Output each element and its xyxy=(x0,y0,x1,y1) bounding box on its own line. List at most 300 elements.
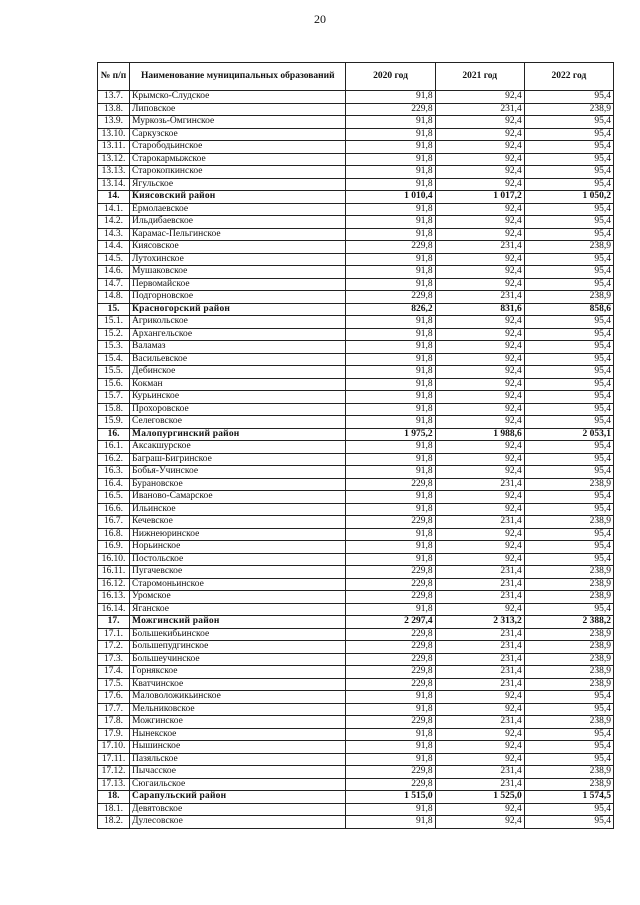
row-2021-cell: 92,4 xyxy=(435,166,524,179)
row-number-cell: 16.14. xyxy=(98,603,130,616)
row-2022-cell: 95,4 xyxy=(524,691,613,704)
row-2020-cell: 91,8 xyxy=(346,153,435,166)
table-row xyxy=(98,491,614,504)
row-number-cell: 15.9. xyxy=(98,416,130,429)
row-2021-cell: 92,4 xyxy=(435,541,524,554)
row-number-cell: 14.5. xyxy=(98,253,130,266)
row-name-cell: Можгинское xyxy=(130,716,346,729)
row-2020-cell: 91,8 xyxy=(346,803,435,816)
row-number-cell: 14.2. xyxy=(98,216,130,229)
row-name-cell: Архангельское xyxy=(130,328,346,341)
row-2020-cell: 91,8 xyxy=(346,741,435,754)
table-row xyxy=(98,441,614,454)
row-number-cell: 14.3. xyxy=(98,228,130,241)
table-row xyxy=(98,328,614,341)
row-2022-cell: 95,4 xyxy=(524,816,613,829)
row-number-cell: 17.1. xyxy=(98,628,130,641)
row-2021-cell: 831,6 xyxy=(435,303,524,316)
table-row xyxy=(98,641,614,654)
table-header-row xyxy=(98,63,614,91)
row-name-cell: Большеучинское xyxy=(130,653,346,666)
row-2021-cell: 2 313,2 xyxy=(435,616,524,629)
row-2022-cell: 858,6 xyxy=(524,303,613,316)
row-2021-cell: 231,4 xyxy=(435,628,524,641)
row-2021-cell: 92,4 xyxy=(435,91,524,104)
district-row xyxy=(98,791,614,804)
row-2022-cell: 95,4 xyxy=(524,503,613,516)
table-row xyxy=(98,603,614,616)
row-2022-cell: 95,4 xyxy=(524,703,613,716)
row-2022-cell: 95,4 xyxy=(524,228,613,241)
row-2021-cell: 92,4 xyxy=(435,203,524,216)
table-row xyxy=(98,478,614,491)
table-row xyxy=(98,653,614,666)
header-num: № п/п xyxy=(98,63,130,91)
row-2022-cell: 95,4 xyxy=(524,341,613,354)
row-2020-cell: 91,8 xyxy=(346,328,435,341)
row-name-cell: Муркозь-Омгинское xyxy=(130,116,346,129)
row-2020-cell: 91,8 xyxy=(346,391,435,404)
row-2020-cell: 91,8 xyxy=(346,453,435,466)
row-name-cell: Ермолаевское xyxy=(130,203,346,216)
table-row xyxy=(98,391,614,404)
row-2020-cell: 91,8 xyxy=(346,266,435,279)
row-name-cell: Большепудгинское xyxy=(130,641,346,654)
row-2022-cell: 95,4 xyxy=(524,91,613,104)
row-number-cell: 17.12. xyxy=(98,766,130,779)
row-number-cell: 15. xyxy=(98,303,130,316)
row-name-cell: Ильинское xyxy=(130,503,346,516)
row-2020-cell: 91,8 xyxy=(346,253,435,266)
row-2021-cell: 92,4 xyxy=(435,466,524,479)
row-2020-cell: 91,8 xyxy=(346,441,435,454)
row-2020-cell: 91,8 xyxy=(346,216,435,229)
row-2021-cell: 231,4 xyxy=(435,103,524,116)
row-name-cell: Мельниковское xyxy=(130,703,346,716)
row-number-cell: 17.5. xyxy=(98,678,130,691)
row-2020-cell: 91,8 xyxy=(346,278,435,291)
table-row xyxy=(98,128,614,141)
row-name-cell: Большекибьинское xyxy=(130,628,346,641)
row-number-cell: 16.8. xyxy=(98,528,130,541)
district-row xyxy=(98,191,614,204)
row-2022-cell: 95,4 xyxy=(524,441,613,454)
row-2020-cell: 1 975,2 xyxy=(346,428,435,441)
row-name-cell: Кечевское xyxy=(130,516,346,529)
row-name-cell: Лутохинское xyxy=(130,253,346,266)
row-number-cell: 17.11. xyxy=(98,753,130,766)
row-number-cell: 16.1. xyxy=(98,441,130,454)
row-name-cell: Сюгаильское xyxy=(130,778,346,791)
row-name-cell: Селеговское xyxy=(130,416,346,429)
header-2021: 2021 год xyxy=(435,63,524,91)
table-row xyxy=(98,716,614,729)
row-2021-cell: 231,4 xyxy=(435,591,524,604)
row-name-cell: Липовское xyxy=(130,103,346,116)
row-2022-cell: 1 050,2 xyxy=(524,191,613,204)
row-name-cell: Можгинский район xyxy=(130,616,346,629)
row-2021-cell: 231,4 xyxy=(435,641,524,654)
row-name-cell: Кокман xyxy=(130,378,346,391)
row-name-cell: Ягульское xyxy=(130,178,346,191)
row-2021-cell: 92,4 xyxy=(435,728,524,741)
row-number-cell: 16.10. xyxy=(98,553,130,566)
district-row xyxy=(98,616,614,629)
table-row xyxy=(98,741,614,754)
table-row xyxy=(98,91,614,104)
row-2021-cell: 231,4 xyxy=(435,666,524,679)
table-body xyxy=(98,91,614,829)
table-row xyxy=(98,278,614,291)
row-number-cell: 18. xyxy=(98,791,130,804)
row-number-cell: 14.4. xyxy=(98,241,130,254)
row-2022-cell: 95,4 xyxy=(524,416,613,429)
table-row xyxy=(98,203,614,216)
row-2022-cell: 95,4 xyxy=(524,328,613,341)
row-name-cell: Первомайское xyxy=(130,278,346,291)
row-number-cell: 17.10. xyxy=(98,741,130,754)
row-2020-cell: 1 515,0 xyxy=(346,791,435,804)
row-2022-cell: 238,9 xyxy=(524,103,613,116)
row-number-cell: 16.6. xyxy=(98,503,130,516)
row-name-cell: Пычасское xyxy=(130,766,346,779)
row-name-cell: Баграш-Бигринское xyxy=(130,453,346,466)
row-2022-cell: 95,4 xyxy=(524,203,613,216)
row-2020-cell: 91,8 xyxy=(346,353,435,366)
row-name-cell: Нышинское xyxy=(130,741,346,754)
row-2022-cell: 95,4 xyxy=(524,153,613,166)
table-row xyxy=(98,503,614,516)
row-2020-cell: 229,8 xyxy=(346,478,435,491)
row-name-cell: Аксакшурское xyxy=(130,441,346,454)
row-2021-cell: 92,4 xyxy=(435,753,524,766)
row-name-cell: Пазяльское xyxy=(130,753,346,766)
row-2021-cell: 92,4 xyxy=(435,316,524,329)
row-2021-cell: 92,4 xyxy=(435,391,524,404)
row-name-cell: Девятовское xyxy=(130,803,346,816)
header-name: Наименование муниципальных образований xyxy=(130,63,346,91)
row-2021-cell: 92,4 xyxy=(435,128,524,141)
row-2020-cell: 229,8 xyxy=(346,766,435,779)
row-2020-cell: 229,8 xyxy=(346,103,435,116)
table-row xyxy=(98,291,614,304)
row-name-cell: Дебинское xyxy=(130,366,346,379)
row-name-cell: Малопургинский район xyxy=(130,428,346,441)
row-2020-cell: 91,8 xyxy=(346,691,435,704)
row-2020-cell: 91,8 xyxy=(346,203,435,216)
row-2022-cell: 95,4 xyxy=(524,453,613,466)
district-row xyxy=(98,428,614,441)
row-number-cell: 16. xyxy=(98,428,130,441)
row-name-cell: Крымско-Слудское xyxy=(130,91,346,104)
budget-table xyxy=(97,62,614,829)
row-number-cell: 16.9. xyxy=(98,541,130,554)
row-2021-cell: 1 017,2 xyxy=(435,191,524,204)
row-2020-cell: 91,8 xyxy=(346,603,435,616)
row-2020-cell: 91,8 xyxy=(346,416,435,429)
row-number-cell: 13.8. xyxy=(98,103,130,116)
row-number-cell: 15.1. xyxy=(98,316,130,329)
row-2021-cell: 1 525,0 xyxy=(435,791,524,804)
row-2022-cell: 238,9 xyxy=(524,666,613,679)
row-number-cell: 16.3. xyxy=(98,466,130,479)
table-row xyxy=(98,416,614,429)
row-2022-cell: 95,4 xyxy=(524,403,613,416)
row-2020-cell: 229,8 xyxy=(346,716,435,729)
row-2020-cell: 91,8 xyxy=(346,91,435,104)
row-name-cell: Мушаковское xyxy=(130,266,346,279)
table-row xyxy=(98,141,614,154)
row-2020-cell: 91,8 xyxy=(346,553,435,566)
table-row xyxy=(98,591,614,604)
row-name-cell: Кватчинское xyxy=(130,678,346,691)
table-row xyxy=(98,703,614,716)
table-row xyxy=(98,266,614,279)
row-2021-cell: 92,4 xyxy=(435,416,524,429)
row-2021-cell: 92,4 xyxy=(435,353,524,366)
table-row xyxy=(98,728,614,741)
table-row xyxy=(98,353,614,366)
row-number-cell: 14.8. xyxy=(98,291,130,304)
row-2020-cell: 91,8 xyxy=(346,341,435,354)
table-row xyxy=(98,153,614,166)
row-2022-cell: 238,9 xyxy=(524,241,613,254)
row-2022-cell: 95,4 xyxy=(524,278,613,291)
row-number-cell: 15.2. xyxy=(98,328,130,341)
row-name-cell: Киясовское xyxy=(130,241,346,254)
row-2020-cell: 229,8 xyxy=(346,653,435,666)
row-2022-cell: 95,4 xyxy=(524,603,613,616)
row-name-cell: Красногорский район xyxy=(130,303,346,316)
row-2021-cell: 92,4 xyxy=(435,266,524,279)
row-2022-cell: 238,9 xyxy=(524,516,613,529)
row-2021-cell: 231,4 xyxy=(435,241,524,254)
row-number-cell: 17.3. xyxy=(98,653,130,666)
row-2022-cell: 238,9 xyxy=(524,778,613,791)
row-2021-cell: 92,4 xyxy=(435,741,524,754)
table-row xyxy=(98,541,614,554)
row-number-cell: 13.7. xyxy=(98,91,130,104)
row-number-cell: 17.13. xyxy=(98,778,130,791)
row-2020-cell: 229,8 xyxy=(346,666,435,679)
row-2022-cell: 95,4 xyxy=(524,391,613,404)
row-2020-cell: 229,8 xyxy=(346,641,435,654)
row-2021-cell: 92,4 xyxy=(435,278,524,291)
row-2020-cell: 91,8 xyxy=(346,466,435,479)
row-2022-cell: 238,9 xyxy=(524,766,613,779)
row-2020-cell: 91,8 xyxy=(346,403,435,416)
row-number-cell: 17.8. xyxy=(98,716,130,729)
row-number-cell: 13.10. xyxy=(98,128,130,141)
row-2021-cell: 1 988,6 xyxy=(435,428,524,441)
table-row xyxy=(98,678,614,691)
row-2020-cell: 91,8 xyxy=(346,366,435,379)
row-2022-cell: 95,4 xyxy=(524,753,613,766)
row-number-cell: 14.1. xyxy=(98,203,130,216)
table-row xyxy=(98,341,614,354)
table-row xyxy=(98,378,614,391)
row-2020-cell: 91,8 xyxy=(346,166,435,179)
row-number-cell: 15.5. xyxy=(98,366,130,379)
table-row xyxy=(98,778,614,791)
row-name-cell: Нынекское xyxy=(130,728,346,741)
row-2021-cell: 92,4 xyxy=(435,691,524,704)
table-row xyxy=(98,528,614,541)
row-number-cell: 17.6. xyxy=(98,691,130,704)
row-number-cell: 13.12. xyxy=(98,153,130,166)
table-row xyxy=(98,553,614,566)
row-2021-cell: 231,4 xyxy=(435,716,524,729)
row-2021-cell: 92,4 xyxy=(435,491,524,504)
row-name-cell: Маловоложикьинское xyxy=(130,691,346,704)
row-2020-cell: 91,8 xyxy=(346,816,435,829)
row-2021-cell: 231,4 xyxy=(435,516,524,529)
table-row xyxy=(98,453,614,466)
row-number-cell: 16.11. xyxy=(98,566,130,579)
table-row xyxy=(98,666,614,679)
row-2020-cell: 91,8 xyxy=(346,228,435,241)
row-2020-cell: 91,8 xyxy=(346,753,435,766)
table-row xyxy=(98,566,614,579)
row-number-cell: 13.9. xyxy=(98,116,130,129)
row-2022-cell: 95,4 xyxy=(524,741,613,754)
table-row xyxy=(98,766,614,779)
row-number-cell: 14. xyxy=(98,191,130,204)
row-2020-cell: 229,8 xyxy=(346,591,435,604)
table-row xyxy=(98,316,614,329)
row-name-cell: Бобья-Учинское xyxy=(130,466,346,479)
row-2022-cell: 238,9 xyxy=(524,591,613,604)
table-row xyxy=(98,241,614,254)
row-2020-cell: 91,8 xyxy=(346,178,435,191)
row-number-cell: 14.7. xyxy=(98,278,130,291)
row-2022-cell: 95,4 xyxy=(524,728,613,741)
row-name-cell: Курьинское xyxy=(130,391,346,404)
row-2020-cell: 229,8 xyxy=(346,778,435,791)
row-2021-cell: 231,4 xyxy=(435,653,524,666)
row-2022-cell: 238,9 xyxy=(524,566,613,579)
row-number-cell: 16.7. xyxy=(98,516,130,529)
row-2020-cell: 1 010,4 xyxy=(346,191,435,204)
row-number-cell: 16.2. xyxy=(98,453,130,466)
row-2022-cell: 95,4 xyxy=(524,216,613,229)
row-name-cell: Старомоньинское xyxy=(130,578,346,591)
row-2022-cell: 2 388,2 xyxy=(524,616,613,629)
row-2021-cell: 231,4 xyxy=(435,478,524,491)
table-row xyxy=(98,166,614,179)
row-2021-cell: 92,4 xyxy=(435,503,524,516)
table-row xyxy=(98,228,614,241)
row-2021-cell: 92,4 xyxy=(435,603,524,616)
row-2022-cell: 95,4 xyxy=(524,116,613,129)
table-row xyxy=(98,466,614,479)
row-number-cell: 17. xyxy=(98,616,130,629)
row-2022-cell: 2 053,1 xyxy=(524,428,613,441)
row-2022-cell: 238,9 xyxy=(524,291,613,304)
row-number-cell: 15.8. xyxy=(98,403,130,416)
row-name-cell: Нижнеюринское xyxy=(130,528,346,541)
row-2020-cell: 91,8 xyxy=(346,491,435,504)
row-name-cell: Старокармыжское xyxy=(130,153,346,166)
row-2021-cell: 92,4 xyxy=(435,441,524,454)
row-2020-cell: 229,8 xyxy=(346,578,435,591)
row-2021-cell: 92,4 xyxy=(435,116,524,129)
row-2022-cell: 95,4 xyxy=(524,166,613,179)
row-2020-cell: 229,8 xyxy=(346,241,435,254)
row-name-cell: Киясовский район xyxy=(130,191,346,204)
row-2021-cell: 92,4 xyxy=(435,378,524,391)
table-row xyxy=(98,578,614,591)
row-2022-cell: 1 574,5 xyxy=(524,791,613,804)
row-name-cell: Иваново-Самарское xyxy=(130,491,346,504)
row-2020-cell: 91,8 xyxy=(346,728,435,741)
row-2021-cell: 92,4 xyxy=(435,153,524,166)
row-2020-cell: 229,8 xyxy=(346,566,435,579)
row-2021-cell: 92,4 xyxy=(435,528,524,541)
table-row xyxy=(98,178,614,191)
row-name-cell: Уромское xyxy=(130,591,346,604)
row-2021-cell: 92,4 xyxy=(435,453,524,466)
row-2022-cell: 95,4 xyxy=(524,253,613,266)
row-2021-cell: 231,4 xyxy=(435,778,524,791)
row-2020-cell: 91,8 xyxy=(346,378,435,391)
row-2022-cell: 238,9 xyxy=(524,678,613,691)
table-row xyxy=(98,253,614,266)
row-2021-cell: 92,4 xyxy=(435,141,524,154)
row-2022-cell: 238,9 xyxy=(524,653,613,666)
row-number-cell: 15.6. xyxy=(98,378,130,391)
row-2020-cell: 91,8 xyxy=(346,528,435,541)
row-number-cell: 17.4. xyxy=(98,666,130,679)
table-row xyxy=(98,691,614,704)
table-row xyxy=(98,816,614,829)
row-name-cell: Пугачевское xyxy=(130,566,346,579)
row-2020-cell: 91,8 xyxy=(346,128,435,141)
row-2022-cell: 95,4 xyxy=(524,528,613,541)
row-2020-cell: 2 297,4 xyxy=(346,616,435,629)
row-number-cell: 17.2. xyxy=(98,641,130,654)
row-2022-cell: 95,4 xyxy=(524,366,613,379)
table-row xyxy=(98,403,614,416)
table-row xyxy=(98,216,614,229)
row-2022-cell: 95,4 xyxy=(524,553,613,566)
row-number-cell: 15.3. xyxy=(98,341,130,354)
row-2020-cell: 91,8 xyxy=(346,316,435,329)
row-2021-cell: 92,4 xyxy=(435,178,524,191)
table-row xyxy=(98,366,614,379)
row-name-cell: Сарапульский район xyxy=(130,791,346,804)
row-name-cell: Старокопкинское xyxy=(130,166,346,179)
table-row xyxy=(98,628,614,641)
row-name-cell: Агрикольское xyxy=(130,316,346,329)
row-number-cell: 15.4. xyxy=(98,353,130,366)
row-2022-cell: 238,9 xyxy=(524,641,613,654)
row-number-cell: 13.14. xyxy=(98,178,130,191)
row-2021-cell: 92,4 xyxy=(435,253,524,266)
row-name-cell: Ильдибаевское xyxy=(130,216,346,229)
row-number-cell: 13.11. xyxy=(98,141,130,154)
header-2020: 2020 год xyxy=(346,63,435,91)
row-2022-cell: 238,9 xyxy=(524,578,613,591)
row-2021-cell: 231,4 xyxy=(435,678,524,691)
row-name-cell: Валамаз xyxy=(130,341,346,354)
row-2020-cell: 91,8 xyxy=(346,116,435,129)
row-number-cell: 18.2. xyxy=(98,816,130,829)
row-number-cell: 17.7. xyxy=(98,703,130,716)
row-2022-cell: 95,4 xyxy=(524,316,613,329)
row-number-cell: 14.6. xyxy=(98,266,130,279)
table-row xyxy=(98,103,614,116)
